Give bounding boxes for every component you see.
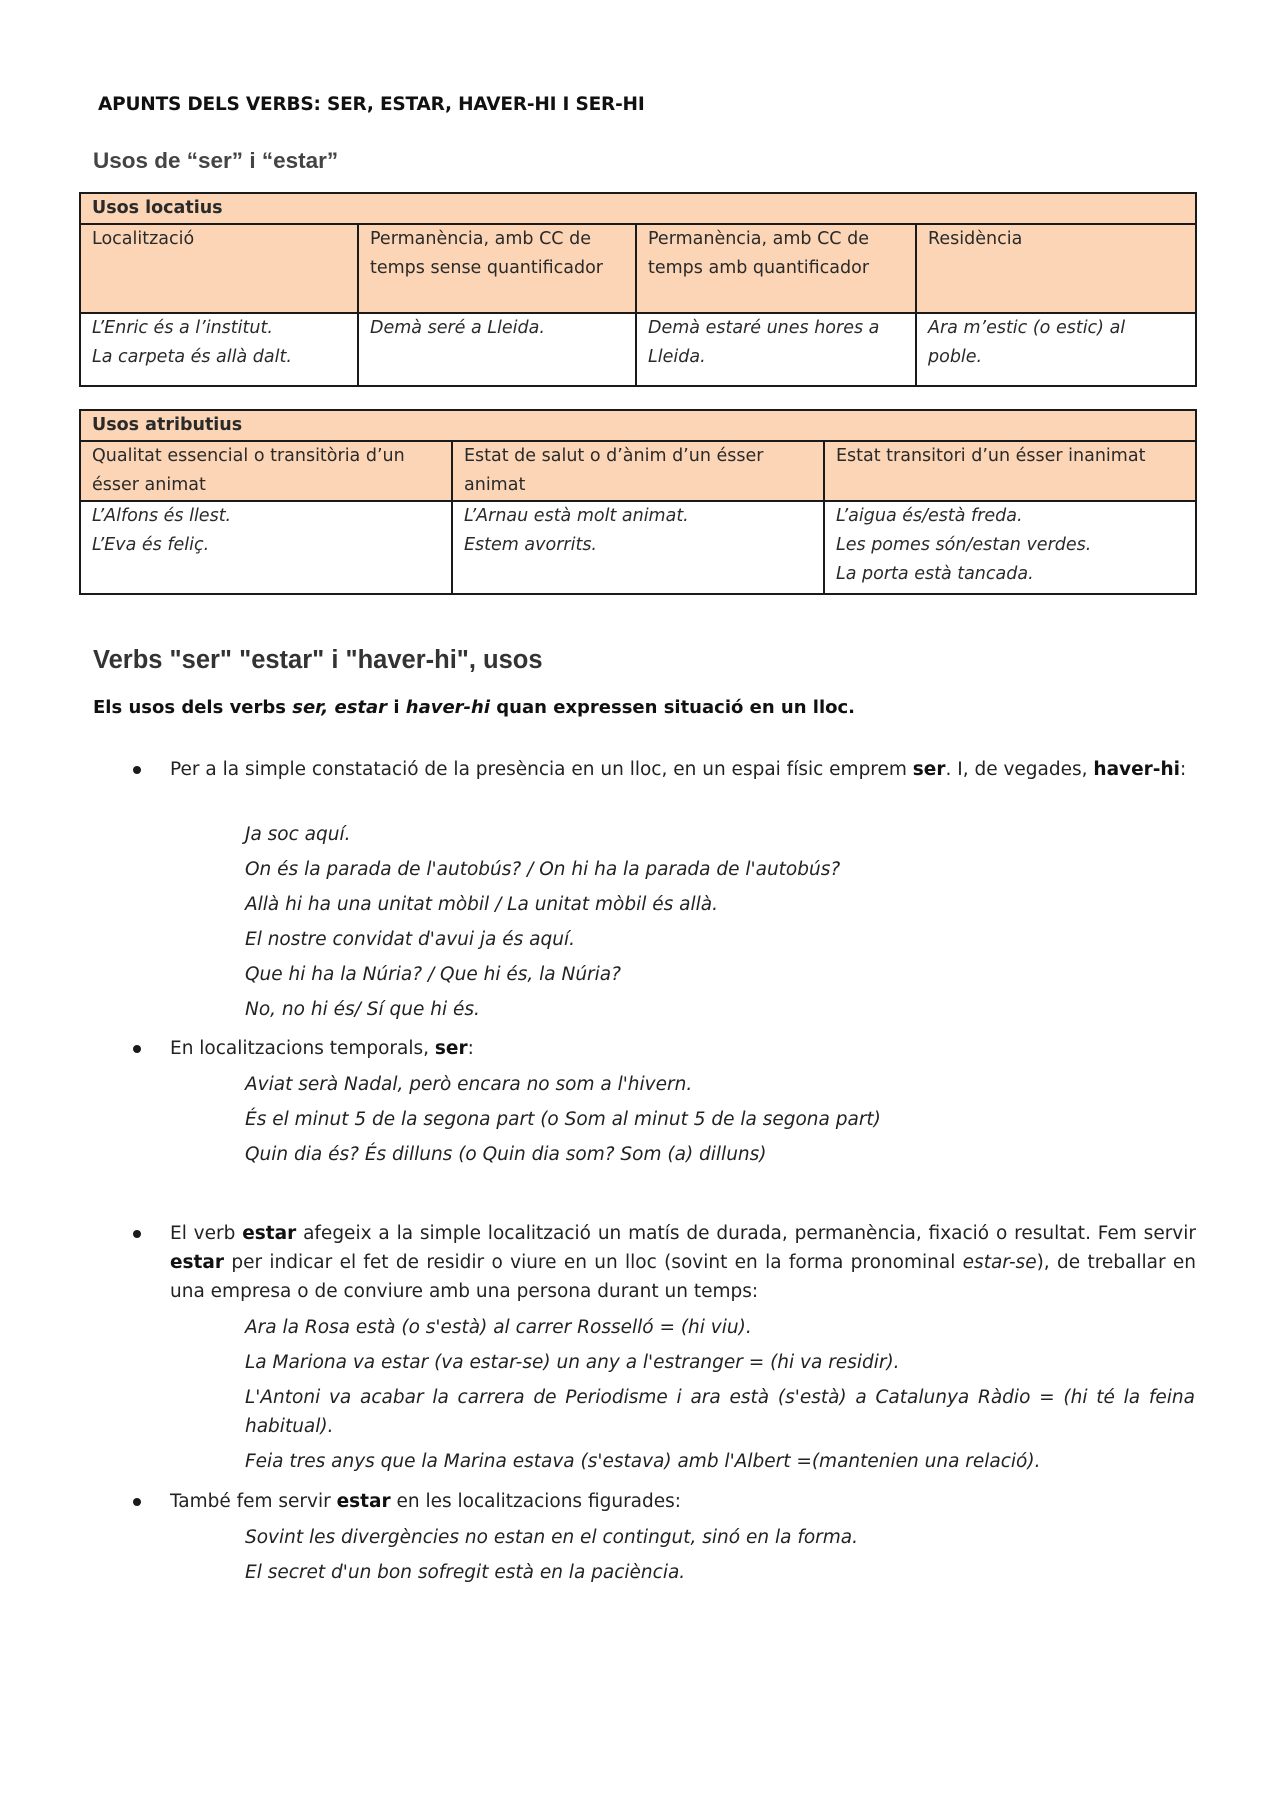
bullet-icon bbox=[133, 1045, 141, 1053]
bullet-paragraph-1 bbox=[170, 755, 1196, 784]
table-example-cell bbox=[80, 501, 452, 594]
lead-text: i bbox=[387, 697, 406, 718]
example-line: La Mariona va estar (va estar-se) un any a l'estranger = (hi va residir). bbox=[245, 1352, 900, 1373]
bullet-text: : bbox=[467, 1038, 474, 1059]
table-header-cell: Qualitat essencial o transitòria d’un ésser animat bbox=[80, 441, 452, 501]
bullet-paragraph-3 bbox=[170, 1219, 1196, 1306]
bullet-text: També fem servir bbox=[170, 1491, 337, 1512]
example-line: Demà seré a Lleida. bbox=[370, 318, 545, 338]
bullet-text: . I, de vegades, bbox=[945, 759, 1094, 780]
example-list-2 bbox=[245, 1070, 1195, 1175]
bullet-bold: ser bbox=[912, 759, 946, 780]
bullet-text: En localitzacions temporals, bbox=[170, 1038, 435, 1059]
bullet-bold: ser bbox=[434, 1038, 468, 1059]
example-line: L’Arnau està molt animat. bbox=[464, 506, 689, 526]
table-header-cell: Estat transitori d’un ésser inanimat bbox=[824, 441, 1196, 501]
bullet-bold: haver-hi bbox=[1093, 759, 1180, 780]
table-example-cell bbox=[916, 313, 1196, 386]
example-line: Les pomes són/estan verdes. bbox=[836, 535, 1092, 555]
example-line: Allà hi ha una unitat mòbil / La unitat mòbil és allà. bbox=[245, 894, 718, 915]
bullet-italic: estar-se bbox=[962, 1252, 1037, 1273]
example-line: Ara la Rosa està (o s'està) al carrer Rosselló = (hi viu). bbox=[245, 1317, 752, 1338]
example-line: Que hi ha la Núria? / Que hi és, la Núria? bbox=[245, 964, 621, 985]
example-line: L’aigua és/està freda. bbox=[836, 506, 1023, 526]
bullet-bold: estar bbox=[170, 1252, 225, 1273]
example-list-4 bbox=[245, 1523, 1195, 1593]
bullet-text: afegeix a la simple localització un matís de durada, permanència, fixació o resultat. Fem servir bbox=[296, 1223, 1196, 1244]
section-title-verbs: Verbs "ser" "estar" i "haver-hi", usos bbox=[93, 646, 543, 674]
bullet-text: : bbox=[1179, 759, 1187, 780]
table-usos-locatius bbox=[79, 192, 1197, 387]
example-line: La carpeta és allà dalt. bbox=[92, 347, 292, 367]
example-line: Feia tres anys que la Marina estava (s'estava) amb l'Albert =(mantenien una relació). bbox=[245, 1451, 1041, 1472]
example-line: L’Alfons és llest. bbox=[92, 506, 232, 526]
example-line: El nostre convidat d'avui ja és aquí. bbox=[245, 929, 575, 950]
bullet-text: Per a la simple constatació de la presència en un lloc, en un espai físic emprem bbox=[170, 759, 913, 780]
example-line: Sovint les divergències no estan en el contingut, sinó en la forma. bbox=[245, 1527, 859, 1548]
table-band-atributius: Usos atributius bbox=[80, 410, 1196, 441]
lead-verbs: ser, estar bbox=[292, 697, 388, 718]
bullet-paragraph-4 bbox=[170, 1487, 1196, 1516]
example-list-1 bbox=[245, 820, 1195, 1030]
table-header-cell: Estat de salut o d’ànim d’un ésser animat bbox=[452, 441, 824, 501]
section-title-usos: Usos de “ser” i “estar” bbox=[93, 148, 339, 173]
bullet-icon bbox=[133, 1230, 141, 1238]
example-line: On és la parada de l'autobús? / On hi ha la parada de l'autobús? bbox=[245, 859, 841, 880]
bullet-icon bbox=[133, 1498, 141, 1506]
bullet-text: per indicar el fet de residir o viure en un lloc (sovint en la forma pronominal bbox=[224, 1252, 963, 1273]
example-line: L’Enric és a l’institut. bbox=[92, 318, 273, 338]
lead-text: Els usos dels verbs bbox=[93, 697, 293, 718]
bullet-text: El verb bbox=[170, 1223, 243, 1244]
table-example-cell bbox=[452, 501, 824, 594]
lead-verbs: haver-hi bbox=[405, 697, 490, 718]
example-line: El secret d'un bon sofregit està en la paciència. bbox=[245, 1562, 686, 1583]
table-header-cell: Permanència, amb CC de temps amb quantificador bbox=[636, 224, 916, 313]
lead-text: quan expressen situació en un lloc. bbox=[490, 697, 856, 718]
example-line: Demà estaré unes hores a Lleida. bbox=[648, 318, 880, 367]
example-line: Aviat serà Nadal, però encara no som a l'hivern. bbox=[245, 1074, 693, 1095]
example-line: La porta està tancada. bbox=[836, 564, 1034, 584]
bullet-bold: estar bbox=[242, 1223, 297, 1244]
bullet-text: en les localitzacions figurades: bbox=[390, 1491, 682, 1512]
table-usos-atributius bbox=[79, 409, 1197, 595]
table-example-cell bbox=[636, 313, 916, 386]
example-list-3 bbox=[245, 1313, 1195, 1482]
example-line: L’Eva és feliç. bbox=[92, 535, 210, 555]
example-line: Quin dia és? És dilluns (o Quin dia som? Som (a) dilluns) bbox=[245, 1144, 767, 1165]
table-example-cell bbox=[824, 501, 1196, 594]
table-header-cell: Localització bbox=[80, 224, 358, 313]
table-example-cell bbox=[80, 313, 358, 386]
table-header-cell: Permanència, amb CC de temps sense quantificador bbox=[358, 224, 636, 313]
bullet-text: ), de treballar en una empresa o de conviure amb una persona durant un temps: bbox=[170, 1252, 1196, 1302]
bullet-bold: estar bbox=[336, 1491, 391, 1512]
bullet-icon bbox=[133, 766, 141, 774]
example-line: És el minut 5 de la segona part (o Som al minut 5 de la segona part) bbox=[245, 1109, 881, 1130]
example-line: No, no hi és/ Sí que hi és. bbox=[245, 999, 480, 1020]
example-line: Ara m’estic (o estic) al poble. bbox=[928, 318, 1126, 367]
table-example-cell bbox=[358, 313, 636, 386]
document-title: APUNTS DELS VERBS: SER, ESTAR, HAVER-HI I SER-HI bbox=[98, 94, 645, 115]
example-line: L'Antoni va acabar la carrera de Periodisme i ara està (s'està) a Catalunya Ràdio = (hi té la feina habitual). bbox=[245, 1387, 1195, 1437]
bullet-paragraph-2 bbox=[170, 1034, 1196, 1063]
example-line: Estem avorrits. bbox=[464, 535, 597, 555]
example-line: Ja soc aquí. bbox=[245, 824, 351, 845]
lead-paragraph bbox=[93, 697, 855, 718]
table-band-locatius: Usos locatius bbox=[80, 193, 1196, 224]
table-header-cell: Residència bbox=[916, 224, 1196, 313]
